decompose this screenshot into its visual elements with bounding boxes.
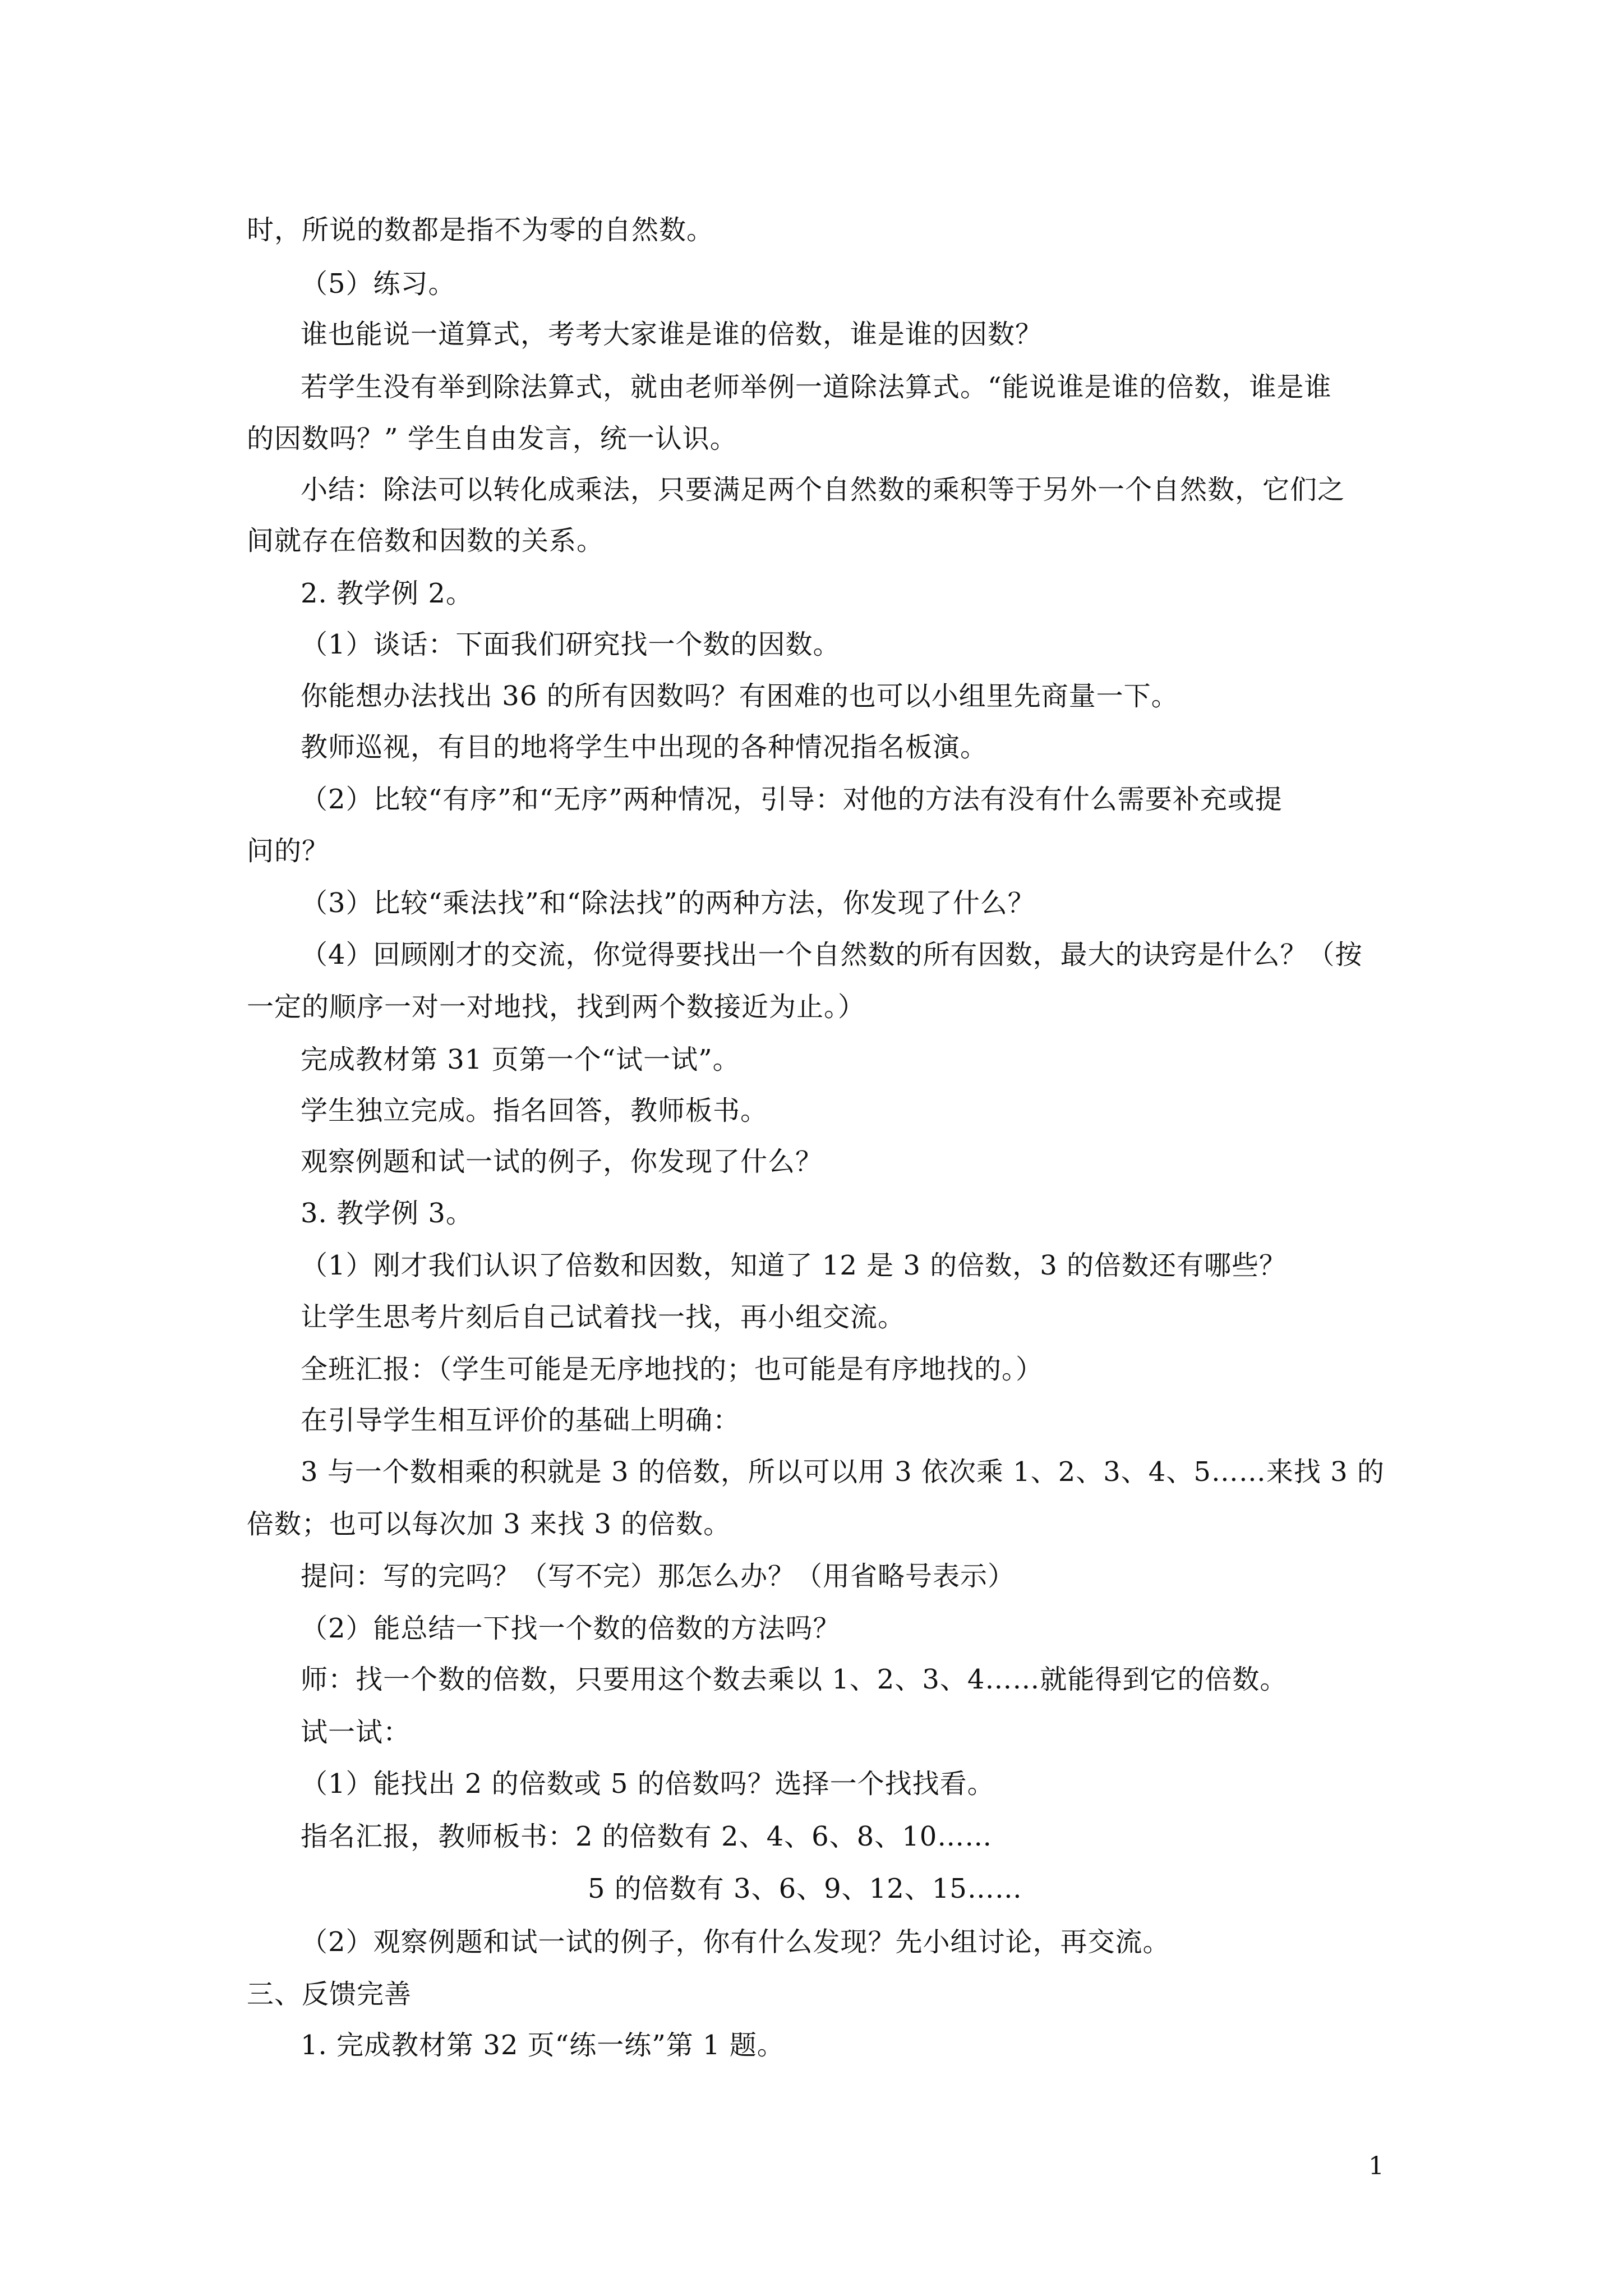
text-line: （2）能总结一下找一个数的倍数的方法吗？ [301, 1613, 841, 1644]
text-line: 完成教材第 31 页第一个“试一试”。 [301, 1044, 740, 1075]
section-heading: 三、反馈完善 [247, 1978, 412, 2010]
text-line: 观察例题和试一试的例子，你发现了什么？ [301, 1146, 823, 1177]
text-line: 时，所说的数都是指不为零的自然数。 [247, 214, 714, 246]
text-line: （1）能找出 2 的倍数或 5 的倍数吗？选择一个找找看。 [301, 1768, 995, 1800]
text-line: 若学生没有举到除法算式，就由老师举例一道除法算式。“能说谁是谁的倍数，谁是谁 [301, 371, 1332, 403]
text-line: 间就存在倍数和因数的关系。 [247, 525, 605, 556]
text-line: 3 与一个数相乘的积就是 3 的倍数，所以可以用 3 依次乘 1、2、3、4、5……来找 3 的 [301, 1456, 1385, 1488]
text-line: （1）刚才我们认识了倍数和因数，知道了 12 是 3 的倍数，3 的倍数还有哪些？ [301, 1250, 1287, 1281]
page-number: 1 [1368, 2152, 1384, 2180]
text-line: 提问：写的完吗？（写不完）那怎么办？（用省略号表示） [301, 1561, 1016, 1592]
text-line: （3）比较“乘法找”和“除法找”的两种方法，你发现了什么？ [301, 887, 1035, 919]
text-line: 一定的顺序一对一对地找，找到两个数接近为止。） [247, 991, 866, 1023]
text-line: 你能想办法找出 36 的所有因数吗？有困难的也可以小组里先商量一下。 [301, 680, 1179, 712]
text-line: 小结：除法可以转化成乘法，只要满足两个自然数的乘积等于另外一个自然数，它们之 [301, 474, 1345, 505]
text-line: 5 的倍数有 3、6、9、12、15…… [588, 1873, 1022, 1904]
text-line: 问的？ [247, 835, 330, 867]
text-line: 1. 完成教材第 32 页“练一练”第 1 题。 [301, 2030, 785, 2061]
text-line: 试一试： [301, 1717, 411, 1748]
text-line: 让学生思考片刻后自己试着找一找，再小组交流。 [301, 1301, 906, 1333]
section-heading: 3. 教学例 3。 [301, 1198, 473, 1229]
text-line: 全班汇报：（学生可能是无序地找的；也可能是有序地找的。） [301, 1354, 1044, 1385]
text-line: 在引导学生相互评价的基础上明确： [301, 1405, 741, 1436]
section-heading: 2. 教学例 2。 [301, 578, 473, 609]
text-line: 指名汇报，教师板书：2 的倍数有 2、4、6、8、10…… [301, 1821, 993, 1852]
text-line: （5）练习。 [301, 268, 456, 300]
text-line: 学生独立完成。指名回答，教师板书。 [301, 1095, 768, 1126]
text-line: 师：找一个数的倍数，只要用这个数去乘以 1、2、3、4……就能得到它的倍数。 [301, 1664, 1288, 1695]
text-line: （2）观察例题和试一试的例子，你有什么发现？先小组讨论，再交流。 [301, 1926, 1170, 1958]
text-line: 倍数；也可以每次加 3 来找 3 的倍数。 [247, 1508, 731, 1540]
text-line: 的因数吗？” 学生自由发言，统一认识。 [247, 423, 737, 454]
text-line: （2）比较“有序”和“无序”两种情况，引导：对他的方法有没有什么需要补充或提 [301, 784, 1283, 815]
text-line: （1）谈话：下面我们研究找一个数的因数。 [301, 629, 841, 660]
text-line: 谁也能说一道算式，考考大家谁是谁的倍数，谁是谁的因数？ [301, 319, 1043, 350]
text-line: （4）回顾刚才的交流，你觉得要找出一个自然数的所有因数，最大的诀窍是什么？（按 [301, 939, 1363, 970]
text-line: 教师巡视，有目的地将学生中出现的各种情况指名板演。 [301, 731, 988, 763]
